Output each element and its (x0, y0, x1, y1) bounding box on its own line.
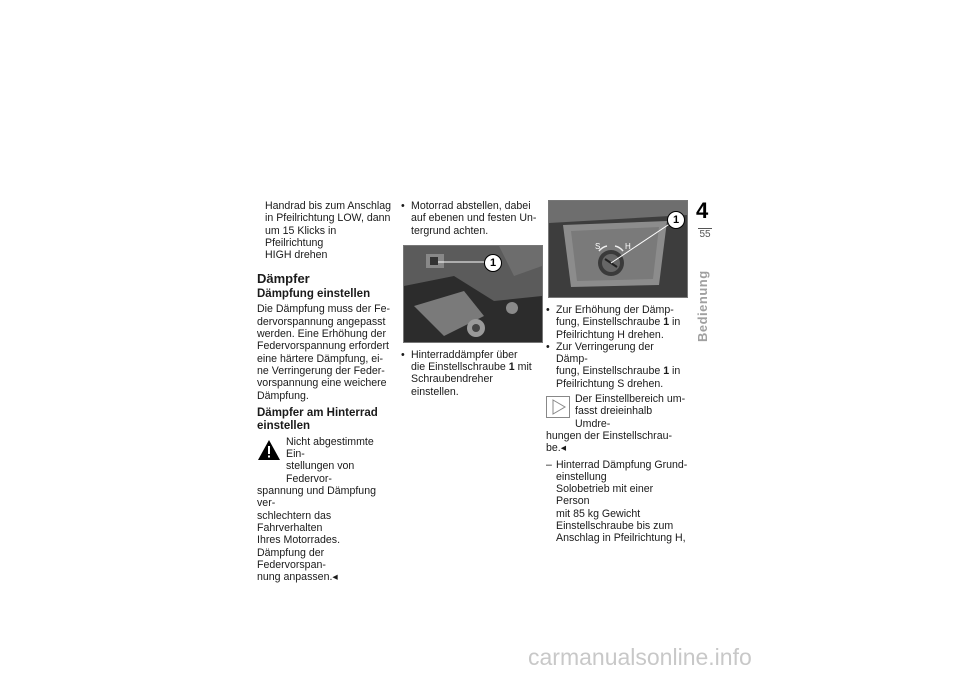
dash-line: Einstellschraube bis zum (556, 520, 674, 533)
intro-line: in Pfeilrichtung LOW, dann (265, 212, 391, 225)
reference-number: 1 (508, 361, 515, 374)
warning-line: Ihres Motorrades. (257, 534, 341, 547)
bullet-line: • Zur Erhöhung der Dämp- (556, 304, 674, 316)
bullet-line: • Zur Verringerung der Dämp- (556, 340, 654, 366)
heading-line: einstellen (257, 419, 311, 432)
intro-text (257, 200, 395, 261)
bullet-line: tergrund achten. (411, 224, 489, 237)
bullet-line (411, 361, 543, 373)
dash-line: Solobetrieb mit einer Person (556, 483, 654, 508)
bullet-erhoehung (546, 304, 688, 341)
heading-daempfung-einstellen: Dämpfung einstellen (257, 288, 371, 301)
paragraph-line: Federvorspannung erfordert (257, 340, 389, 353)
section-label: Bedienung (695, 270, 710, 342)
column-3 (546, 200, 688, 545)
warning-line: stellungen von Federvor- (286, 460, 355, 485)
paragraph-line: ne Verringerung der Feder- (257, 364, 385, 377)
info-note (546, 393, 688, 454)
reference-label-1: 1 (484, 254, 502, 272)
intro-line: Handrad bis zum Anschlag (265, 200, 392, 212)
paragraph-line: eine härtere Dämpfung, ei- (257, 352, 384, 365)
paragraph-line: vorspannung eine weichere (257, 377, 387, 390)
text-fragment: die Einstellschraube (411, 361, 509, 374)
adjuster-illustration (549, 201, 687, 297)
column-2 (401, 200, 543, 398)
warning-line: Nicht abgestimmte Ein- (286, 435, 374, 461)
bullet-hinterraddaempfer (401, 349, 543, 398)
bullet-line (556, 365, 688, 377)
paragraph-line: werden. Eine Erhöhung der (257, 328, 386, 341)
warning-note (257, 436, 395, 584)
warning-line: Dämpfung der Federvorspan- (257, 546, 326, 571)
note-line: Der Einstellbereich um- (575, 393, 686, 406)
dash-line: Anschlag in Pfeilrichtung H, (556, 532, 686, 545)
page-number: 55 (699, 229, 711, 240)
reference-number: 1 (663, 365, 670, 378)
paragraph-daempfung (257, 303, 395, 401)
dial-h-label: H (625, 242, 631, 251)
note-line: hungen der Einstellschrau- (546, 429, 673, 442)
rear-shock-photo (403, 245, 543, 343)
heading-line: Dämpfer am Hinterrad (257, 406, 378, 419)
bullet-line: • Motorrad abstellen, dabei (411, 200, 531, 212)
dash-grundeinstellung (546, 459, 688, 545)
text-fragment: fung, Einstellschraube (556, 365, 664, 378)
reference-label-1: 1 (667, 211, 685, 229)
dash-line: – Hinterrad Dämpfung Grund- (556, 458, 688, 471)
intro-line: um 15 Klicks in Pfeilrichtung (265, 224, 337, 249)
bullet-line (556, 316, 688, 328)
watermark: carmanualsonline.info (528, 644, 752, 670)
paragraph-line: Die Dämpfung muss der Fe- (257, 303, 391, 316)
chapter-number: 4 (696, 198, 709, 223)
dial-s-label: S (595, 242, 601, 251)
paragraph-line: dervorspannung angepasst (257, 315, 386, 328)
paragraph-line: Dämpfung. (257, 389, 309, 402)
bullet-line: • Hinterraddämpfer über (411, 348, 518, 361)
text-fragment: fung, Einstellschraube (556, 316, 664, 329)
bullet-line: Pfeilrichtung H drehen. (556, 328, 664, 341)
reference-number: 1 (663, 316, 670, 329)
note-line: fasst dreieinhalb Umdre- (575, 405, 653, 430)
warning-icon (257, 439, 281, 461)
bullet-line: Schraubendreher einstellen. (411, 373, 493, 398)
intro-line: HIGH drehen (265, 249, 328, 262)
dash-line: mit 85 kg Gewicht (556, 507, 641, 520)
column-1 (257, 200, 395, 583)
text-fragment: mit (514, 361, 532, 374)
heading-hinterrad (257, 407, 395, 433)
warning-line: nung anpassen.◂ (257, 571, 338, 584)
bullet-line: auf ebenen und festen Un- (411, 212, 537, 225)
heading-daempfer: Dämpfer (257, 271, 310, 287)
adjuster-photo (548, 200, 688, 298)
warning-line: spannung und Dämpfung ver- (257, 485, 376, 510)
note-line: be.◂ (546, 442, 567, 455)
rear-shock-illustration (404, 246, 542, 342)
text-fragment: in (669, 316, 681, 329)
info-play-icon (546, 396, 570, 418)
dash-line: einstellung (556, 470, 607, 483)
text-fragment: in (669, 365, 681, 378)
warning-line: schlechtern das Fahrverhalten (257, 509, 332, 534)
bullet-verringerung (546, 341, 688, 390)
bullet-motorrad-abstellen (401, 200, 543, 237)
bullet-line: Pfeilrichtung S drehen. (556, 377, 664, 390)
